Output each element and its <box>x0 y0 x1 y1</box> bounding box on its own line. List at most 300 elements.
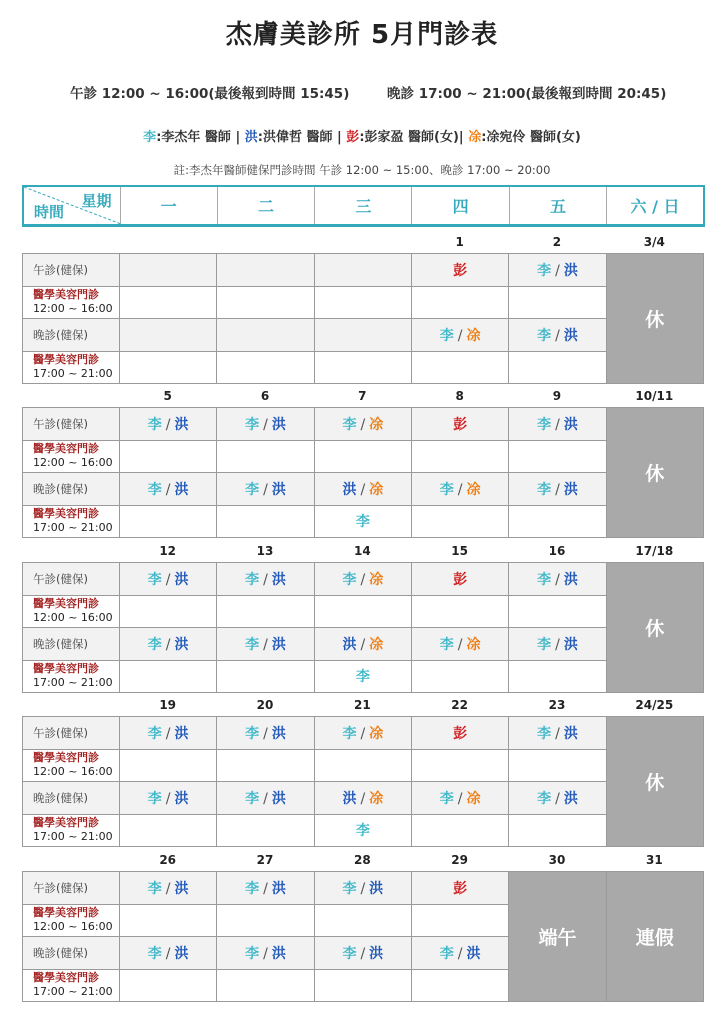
schedule-row <box>23 440 704 473</box>
slash-separator: / <box>360 416 366 433</box>
aesthetic-label: 醫學美容門診 <box>33 971 99 985</box>
slash-separator: / <box>457 945 463 962</box>
slash-separator: / <box>555 571 560 588</box>
doctor-initial: 李 <box>147 571 162 588</box>
doctor-initial: 洪 <box>271 725 286 742</box>
weekday-header <box>22 185 705 227</box>
slash-separator: / <box>263 571 268 588</box>
schedule-cell <box>314 408 411 441</box>
doctor-initial: 李 <box>439 790 454 807</box>
date-cell: 13 <box>256 544 274 558</box>
schedule-cell <box>120 904 217 937</box>
schedule-cell <box>509 782 606 815</box>
doctor-initial: 李 <box>245 945 260 962</box>
doctor-initial: 彭 <box>453 880 468 897</box>
schedule-cell <box>509 628 606 661</box>
schedule-cell <box>120 814 217 847</box>
weekend-closed: 休 <box>606 408 703 538</box>
doctor-initial: 洪 <box>563 481 578 498</box>
date-cell: 17/18 <box>635 544 674 558</box>
row-label-aesthetic-ev <box>23 505 120 538</box>
schedule-row <box>23 814 704 847</box>
schedule-row <box>23 660 704 693</box>
weekend-closed: 休 <box>606 254 703 384</box>
schedule-cell <box>120 872 217 905</box>
schedule-cell <box>217 254 314 287</box>
row-label-aesthetic-ev <box>23 814 120 847</box>
row-label-afternoon: 午診(健保) <box>23 717 120 750</box>
schedule-cell <box>217 717 314 750</box>
aesthetic-time: 12:00 ~ 16:00 <box>33 456 113 470</box>
slash-separator: / <box>165 725 171 742</box>
aesthetic-time: 12:00 ~ 16:00 <box>33 920 113 934</box>
date-cell: 15 <box>451 544 468 558</box>
slash-separator: / <box>165 416 171 433</box>
schedule-note: 註:李杰年醫師健保門診時間 午診 12:00 ~ 15:00、晚診 17:00 ~ 20:00 <box>173 163 551 177</box>
legend-li-text: :李杰年 醫師 <box>156 130 231 145</box>
schedule-cell <box>411 904 508 937</box>
doctor-initial: 李 <box>245 790 260 807</box>
schedule-cell <box>217 937 314 970</box>
schedule-cell <box>314 969 411 1002</box>
date-cell: 20 <box>256 698 274 712</box>
aesthetic-time: 17:00 ~ 21:00 <box>33 521 113 535</box>
doctor-initial: 李 <box>147 636 162 653</box>
schedule-cell <box>411 969 508 1002</box>
date-cell: 14 <box>353 544 371 558</box>
schedule-cell <box>120 254 217 287</box>
schedule-cell <box>120 969 217 1002</box>
aesthetic-time: 12:00 ~ 16:00 <box>33 765 113 779</box>
schedule-cell <box>509 749 606 782</box>
slash-separator: / <box>165 790 171 807</box>
date-spacer <box>22 385 119 407</box>
schedule-cell <box>217 628 314 661</box>
schedule-row <box>23 595 704 628</box>
date-cell: 8 <box>455 389 464 403</box>
aesthetic-time: 17:00 ~ 21:00 <box>33 367 113 381</box>
schedule-cell <box>120 782 217 815</box>
schedule-cell <box>314 749 411 782</box>
evening-hours: 晚診 17:00 ~ 21:00(最後報到時間 20:45) <box>387 86 667 102</box>
schedule-cell <box>217 286 314 319</box>
legend-tu-key: 凃 <box>468 130 482 145</box>
legend-hong-key: 洪 <box>244 130 258 145</box>
doctor-initial: 凃 <box>466 636 481 653</box>
schedule-cell <box>217 440 314 473</box>
doctor-initial: 李 <box>439 636 454 653</box>
schedule-grid <box>22 253 704 384</box>
legend-sep: | <box>458 130 469 145</box>
date-cell: 16 <box>548 544 566 558</box>
schedule-cell <box>509 563 606 596</box>
schedule-cell <box>120 473 217 506</box>
date-cell: 10/11 <box>635 389 674 403</box>
schedule-row <box>23 505 704 538</box>
week-block <box>22 385 703 538</box>
schedule-cell <box>314 351 411 384</box>
row-label-evening: 晚診(健保) <box>23 319 120 352</box>
row-label-afternoon: 午診(健保) <box>23 408 120 441</box>
doctor-initial: 李 <box>537 416 552 433</box>
doctor-initial: 洪 <box>342 481 357 498</box>
aesthetic-time: 17:00 ~ 21:00 <box>33 985 113 999</box>
slash-separator: / <box>457 481 463 498</box>
date-cell: 7 <box>358 389 367 403</box>
schedule-row <box>23 473 704 506</box>
schedule-cell <box>411 749 508 782</box>
schedule-cell <box>314 872 411 905</box>
schedule-cell <box>120 563 217 596</box>
slash-separator: / <box>555 790 560 807</box>
doctor-initial: 李 <box>147 725 162 742</box>
date-spacer <box>22 231 119 253</box>
schedule-cell <box>411 351 508 384</box>
doctor-initial: 李 <box>147 880 162 897</box>
aesthetic-time: 17:00 ~ 21:00 <box>33 830 113 844</box>
schedule-cell <box>217 904 314 937</box>
aesthetic-time: 12:00 ~ 16:00 <box>33 302 113 316</box>
schedule-cell <box>411 814 508 847</box>
schedule-cell <box>411 319 508 352</box>
doctor-initial: 李 <box>245 416 260 433</box>
schedule-cell <box>411 660 508 693</box>
header-day-thu: 四 <box>412 186 509 226</box>
schedule-cell <box>217 563 314 596</box>
slash-separator: / <box>165 880 171 897</box>
date-cell: 28 <box>353 853 371 867</box>
schedule-row <box>23 319 704 352</box>
doctor-initial: 彭 <box>453 571 468 588</box>
week-block <box>22 694 703 847</box>
doctor-initial: 洪 <box>174 571 189 588</box>
header-day-weekend: 六 / 日 <box>607 186 704 226</box>
aesthetic-label: 醫學美容門診 <box>33 288 99 302</box>
doctor-initial: 李 <box>245 725 260 742</box>
schedule-cell <box>217 505 314 538</box>
schedule-cell <box>120 319 217 352</box>
aesthetic-label: 醫學美容門診 <box>33 597 99 611</box>
schedule-cell <box>217 473 314 506</box>
doctor-initial: 李 <box>147 481 162 498</box>
schedule-cell <box>411 595 508 628</box>
header-day-tue: 二 <box>217 186 314 226</box>
date-cell: 24/25 <box>635 698 674 712</box>
header-day-wed: 三 <box>315 186 412 226</box>
slash-separator: / <box>360 571 366 588</box>
doctor-initial: 李 <box>245 571 260 588</box>
schedule-cell <box>217 782 314 815</box>
date-cell: 26 <box>159 853 177 867</box>
schedule-cell <box>509 254 606 287</box>
schedule-cell <box>314 595 411 628</box>
doctor-initial: 洪 <box>563 790 578 807</box>
schedule-cell <box>120 749 217 782</box>
doctor-initial: 洪 <box>271 481 286 498</box>
schedule-cell <box>120 937 217 970</box>
doctor-initial: 洪 <box>563 327 578 344</box>
doctor-initial: 凃 <box>369 571 384 588</box>
slash-separator: / <box>360 481 366 498</box>
doctor-initial: 李 <box>537 327 552 344</box>
date-cell: 5 <box>163 389 172 403</box>
schedule-cell <box>314 904 411 937</box>
doctor-initial: 洪 <box>563 725 578 742</box>
schedule-cell <box>314 782 411 815</box>
schedule-cell <box>314 814 411 847</box>
row-label-evening: 晚診(健保) <box>23 628 120 661</box>
doctor-initial: 李 <box>439 945 454 962</box>
schedule-cell <box>217 660 314 693</box>
date-cell: 31 <box>645 853 663 867</box>
doctor-initial: 李 <box>439 481 454 498</box>
doctor-initial: 洪 <box>563 262 578 279</box>
schedule-cell <box>411 473 508 506</box>
schedule-cell <box>217 408 314 441</box>
doctor-initial: 洪 <box>174 880 189 897</box>
doctor-initial: 李 <box>342 945 357 962</box>
schedule-row <box>23 749 704 782</box>
schedule-grid <box>22 871 704 1002</box>
doctor-initial: 李 <box>537 262 552 279</box>
doctor-initial: 洪 <box>369 945 384 962</box>
header-day-fri: 五 <box>509 186 606 226</box>
schedule-cell <box>314 660 411 693</box>
schedule-row <box>23 254 704 287</box>
schedule-cell <box>217 351 314 384</box>
doctor-initial: 凃 <box>369 790 384 807</box>
doctor-initial: 李 <box>537 481 552 498</box>
schedule-cell <box>509 286 606 319</box>
doctor-initial: 洪 <box>271 571 286 588</box>
slash-separator: / <box>360 880 366 897</box>
date-spacer <box>22 694 119 716</box>
schedule-cell <box>509 473 606 506</box>
schedule-row <box>23 286 704 319</box>
doctor-initial: 洪 <box>174 725 189 742</box>
schedule-cell <box>411 628 508 661</box>
schedule-cell <box>217 872 314 905</box>
slash-separator: / <box>360 790 366 807</box>
slash-separator: / <box>263 725 268 742</box>
schedule-cell <box>411 937 508 970</box>
doctor-initial: 凃 <box>369 725 384 742</box>
row-label-aesthetic-ev <box>23 660 120 693</box>
slash-separator: / <box>263 481 268 498</box>
schedule-cell <box>509 440 606 473</box>
schedule-row <box>23 872 704 905</box>
date-cell <box>119 231 216 253</box>
schedule-cell <box>120 595 217 628</box>
schedule-grid <box>22 407 704 538</box>
slash-separator: / <box>360 945 366 962</box>
slash-separator: / <box>165 571 171 588</box>
row-label-afternoon: 午診(健保) <box>23 872 120 905</box>
slash-separator: / <box>555 262 560 279</box>
slash-separator: / <box>555 481 560 498</box>
doctor-initial: 洪 <box>271 880 286 897</box>
doctor-initial: 李 <box>537 725 552 742</box>
week-block <box>22 540 703 693</box>
slash-separator: / <box>165 481 171 498</box>
date-row <box>22 385 703 407</box>
schedule-cell <box>314 319 411 352</box>
date-cell: 29 <box>451 853 468 867</box>
week-block <box>22 849 703 1002</box>
schedule-grid <box>22 562 704 693</box>
doctor-initial: 凃 <box>369 481 384 498</box>
doctor-initial: 洪 <box>174 416 189 433</box>
schedule-cell <box>314 286 411 319</box>
week-block <box>22 231 703 384</box>
date-spacer <box>22 540 119 562</box>
weekend-closed: 休 <box>606 717 703 847</box>
slash-separator: / <box>360 725 366 742</box>
row-label-aesthetic-pm <box>23 440 120 473</box>
schedule-row <box>23 782 704 815</box>
row-label-evening: 晚診(健保) <box>23 937 120 970</box>
row-label-evening: 晚診(健保) <box>23 782 120 815</box>
schedule-row <box>23 351 704 384</box>
doctor-initial: 洪 <box>174 790 189 807</box>
schedule-cell <box>120 628 217 661</box>
doctor-initial: 李 <box>355 514 370 531</box>
schedule-cell <box>509 814 606 847</box>
date-cell: 30 <box>548 853 566 867</box>
schedule-cell <box>509 717 606 750</box>
doctor-initial: 李 <box>147 790 162 807</box>
date-cell: 19 <box>159 698 177 712</box>
schedule-cell <box>411 717 508 750</box>
aesthetic-label: 醫學美容門診 <box>33 353 99 367</box>
schedule-cell <box>411 408 508 441</box>
doctor-initial: 李 <box>147 416 162 433</box>
schedule-cell <box>509 595 606 628</box>
header-week-label: 星期 <box>81 192 112 210</box>
date-cell: 6 <box>260 389 270 403</box>
afternoon-hours: 午診 12:00 ~ 16:00(最後報到時間 15:45) <box>70 86 350 102</box>
date-row <box>22 849 703 871</box>
schedule-cell <box>120 717 217 750</box>
schedule-cell <box>509 319 606 352</box>
aesthetic-label: 醫學美容門診 <box>33 507 99 521</box>
schedule-cell <box>411 782 508 815</box>
doctor-initial: 凃 <box>466 481 481 498</box>
doctor-initial: 洪 <box>271 945 286 962</box>
doctor-initial: 洪 <box>174 945 189 962</box>
holiday-friday: 端午 <box>509 872 606 1002</box>
header-day-mon: 一 <box>120 186 217 226</box>
schedule-cell <box>411 286 508 319</box>
doctor-initial: 彭 <box>453 725 468 742</box>
doctor-initial: 李 <box>355 823 370 840</box>
doctor-initial: 李 <box>245 880 260 897</box>
doctor-initial: 凃 <box>369 416 384 433</box>
schedule-cell <box>120 440 217 473</box>
schedule-cell <box>120 351 217 384</box>
doctor-initial: 彭 <box>453 416 468 433</box>
slash-separator: / <box>263 945 268 962</box>
doctor-initial: 洪 <box>563 571 578 588</box>
schedule-cell <box>314 717 411 750</box>
date-row <box>22 694 703 716</box>
slash-separator: / <box>263 636 268 653</box>
slash-separator: / <box>555 725 560 742</box>
doctor-initial: 李 <box>537 571 552 588</box>
schedule-cell <box>314 563 411 596</box>
date-row <box>22 231 703 253</box>
slash-separator: / <box>165 945 171 962</box>
schedule-row <box>23 628 704 661</box>
date-row <box>22 540 703 562</box>
doctor-initial: 凃 <box>369 636 384 653</box>
legend-hong-text: :洪偉哲 醫師 <box>257 130 333 145</box>
legend-peng-text: :彭家盈 醫師(女) <box>359 130 459 145</box>
header-corner <box>23 186 120 226</box>
schedule-cell <box>217 969 314 1002</box>
schedule-cell <box>411 440 508 473</box>
doctor-initial: 洪 <box>466 945 481 962</box>
doctor-initial: 洪 <box>271 636 286 653</box>
doctor-initial: 洪 <box>271 790 286 807</box>
slash-separator: / <box>457 790 463 807</box>
schedule-cell <box>120 408 217 441</box>
doctor-initial: 洪 <box>174 636 189 653</box>
schedule-cell <box>314 937 411 970</box>
schedule-cell <box>509 660 606 693</box>
slash-separator: / <box>263 880 268 897</box>
doctor-initial: 李 <box>342 416 357 433</box>
doctor-initial: 李 <box>537 636 552 653</box>
date-cell: 3/4 <box>643 235 665 249</box>
schedule-cell <box>120 286 217 319</box>
schedule-cell <box>411 563 508 596</box>
date-cell: 12 <box>159 544 177 558</box>
schedule-cell <box>120 505 217 538</box>
schedule-cell <box>314 440 411 473</box>
legend-tu-text: :凃宛伶 醫師(女) <box>481 130 581 145</box>
header-time-label: 時間 <box>34 203 65 221</box>
schedule-cell <box>217 319 314 352</box>
aesthetic-time: 17:00 ~ 21:00 <box>33 676 113 690</box>
doctor-initial: 洪 <box>271 416 286 433</box>
doctor-initial: 李 <box>342 725 357 742</box>
doctor-initial: 洪 <box>174 481 189 498</box>
aesthetic-label: 醫學美容門診 <box>33 442 99 456</box>
date-cell: 27 <box>256 853 274 867</box>
legend-peng-key: 彭 <box>346 130 360 145</box>
doctor-initial: 洪 <box>563 636 578 653</box>
row-label-aesthetic-pm <box>23 286 120 319</box>
slash-separator: / <box>360 636 366 653</box>
row-label-afternoon: 午診(健保) <box>23 254 120 287</box>
date-cell: 22 <box>451 698 468 712</box>
slash-separator: / <box>555 327 560 344</box>
row-label-aesthetic-pm <box>23 749 120 782</box>
row-label-aesthetic-pm <box>23 595 120 628</box>
schedule-cell <box>509 505 606 538</box>
doctor-initial: 李 <box>147 945 162 962</box>
date-cell: 1 <box>455 235 464 249</box>
aesthetic-time: 12:00 ~ 16:00 <box>33 611 113 625</box>
slash-separator: / <box>263 416 268 433</box>
doctor-initial: 洪 <box>342 790 357 807</box>
aesthetic-label: 醫學美容門診 <box>33 816 99 830</box>
legend-li-key: 李 <box>143 130 157 145</box>
legend-sep: | <box>230 130 245 145</box>
doctor-initial: 李 <box>342 880 357 897</box>
date-cell <box>216 231 313 253</box>
